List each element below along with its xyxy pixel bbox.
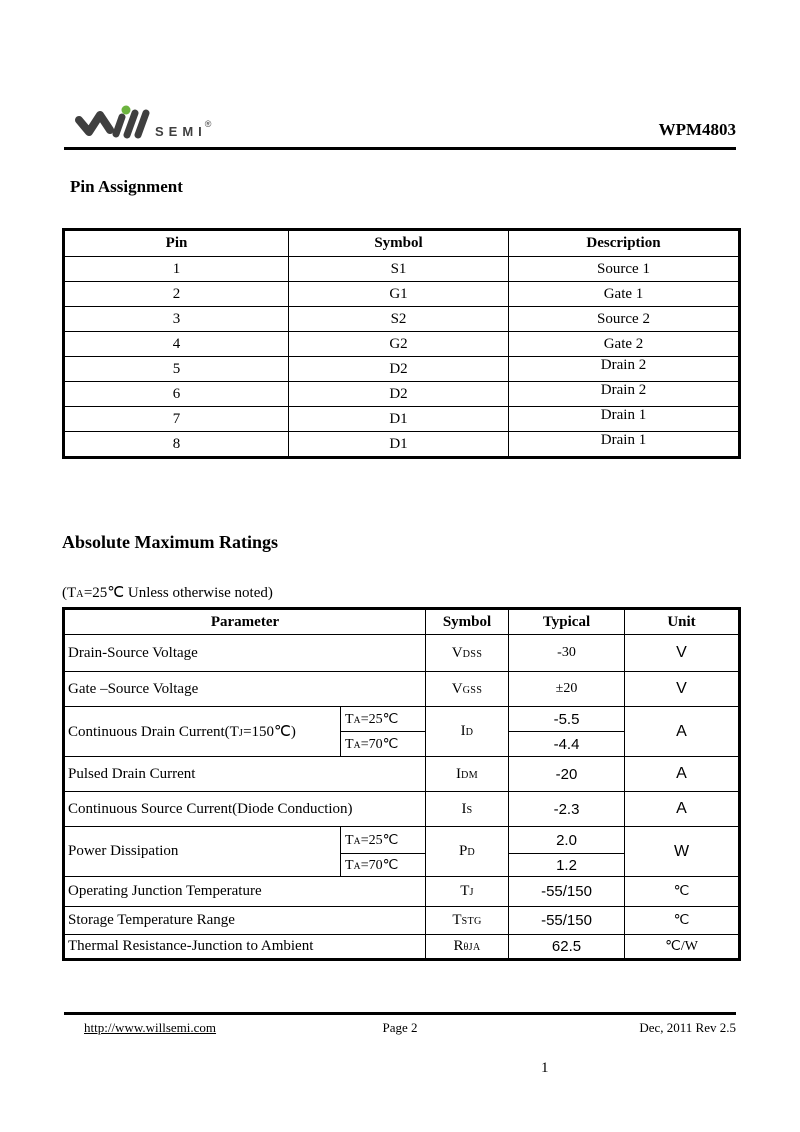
table-row: [64, 257, 740, 282]
absolute-maximum-ratings-table: [62, 607, 741, 961]
typical-cell: -55/150: [509, 877, 625, 907]
table-row: [64, 907, 740, 935]
parameter-cell: Drain-Source Voltage: [64, 635, 426, 672]
description-cell: Drain 1: [509, 407, 740, 432]
header-rule: [64, 147, 736, 150]
parameter-column-header: Parameter: [64, 609, 426, 635]
typical-cell: 2.0: [509, 827, 625, 854]
logo-brand-text: SEMI: [155, 124, 207, 139]
symbol-cell: VDSS: [426, 635, 509, 672]
unit-cell: A: [625, 757, 740, 792]
table-row: [64, 407, 740, 432]
symbol-column-header: Symbol: [426, 609, 509, 635]
pin-cell: 5: [64, 357, 289, 382]
symbol-cell: D2: [289, 382, 509, 407]
pin-assignment-title: Pin Assignment: [70, 177, 183, 196]
unit-cell: V: [625, 635, 740, 672]
amr-condition-note: (TA=25℃ Unless otherwise noted): [62, 585, 273, 601]
condition-cell: TA=70℃: [341, 854, 426, 877]
condition-cell: TA=25℃: [341, 707, 426, 732]
symbol-cell: IS: [426, 792, 509, 827]
typical-cell: 62.5: [509, 935, 625, 960]
symbol-cell: S2: [289, 307, 509, 332]
parameter-cell: Continuous Source Current(Diode Conduction): [64, 792, 426, 827]
pin-cell: 3: [64, 307, 289, 332]
description-cell: Source 1: [509, 257, 740, 282]
unit-cell: ℃/W: [625, 935, 740, 960]
willsemi-logo: [74, 103, 213, 145]
pin-cell: 2: [64, 282, 289, 307]
parameter-cell: Pulsed Drain Current: [64, 757, 426, 792]
description-cell: Gate 2: [509, 332, 740, 357]
typical-cell: -30: [509, 635, 625, 672]
symbol-column-header: Symbol: [289, 230, 509, 257]
registered-trademark-icon: ®: [204, 119, 212, 129]
parameter-cell: Continuous Drain Current(TJ=150℃): [64, 707, 341, 757]
typical-cell: -20: [509, 757, 625, 792]
unit-cell: ℃: [625, 907, 740, 935]
description-column-header: Description: [509, 230, 740, 257]
symbol-cell: G1: [289, 282, 509, 307]
unit-cell: A: [625, 792, 740, 827]
typical-cell: -5.5: [509, 707, 625, 732]
pin-cell: 1: [64, 257, 289, 282]
footer-revision: Dec, 2011 Rev 2.5: [639, 1020, 736, 1035]
pin-cell: 8: [64, 432, 289, 458]
typical-column-header: Typical: [509, 609, 625, 635]
table-row: [64, 635, 740, 672]
parameter-cell: Power Dissipation: [64, 827, 341, 877]
symbol-cell: D1: [289, 407, 509, 432]
amr-header-row: [64, 609, 740, 635]
table-row: [64, 757, 740, 792]
amr-title: Absolute Maximum Ratings: [62, 532, 279, 552]
symbol-cell: D2: [289, 357, 509, 382]
symbol-cell: D1: [289, 432, 509, 458]
parameter-cell: Operating Junction Temperature: [64, 877, 426, 907]
table-row: [64, 707, 740, 732]
unit-column-header: Unit: [625, 609, 740, 635]
pin-column-header: Pin: [64, 230, 289, 257]
footer-website-link[interactable]: http://www.willsemi.com: [84, 1020, 217, 1035]
condition-cell: TA=25℃: [341, 827, 426, 854]
symbol-cell: IDM: [426, 757, 509, 792]
table-row: [64, 672, 740, 707]
description-cell: Source 2: [509, 307, 740, 332]
logo-green-dot: [122, 106, 131, 115]
table-row: [64, 332, 740, 357]
description-cell: Drain 1: [509, 432, 740, 458]
pin-table-header-row: [64, 230, 740, 257]
description-cell: Gate 1: [509, 282, 740, 307]
typical-cell: -2.3: [509, 792, 625, 827]
unit-cell: W: [625, 827, 740, 877]
condition-cell: TA=70℃: [341, 732, 426, 757]
unit-cell: V: [625, 672, 740, 707]
symbol-cell: PD: [426, 827, 509, 877]
pin-cell: 6: [64, 382, 289, 407]
typical-cell: -55/150: [509, 907, 625, 935]
table-row: [64, 357, 740, 382]
symbol-cell: RθJA: [426, 935, 509, 960]
pin-cell: 7: [64, 407, 289, 432]
table-row: [64, 382, 740, 407]
pin-cell: 4: [64, 332, 289, 357]
typical-cell: -4.4: [509, 732, 625, 757]
table-row: [64, 282, 740, 307]
symbol-cell: S1: [289, 257, 509, 282]
description-cell: Drain 2: [509, 382, 740, 407]
footer-page-label: Page 2: [382, 1020, 418, 1035]
willsemi-logo-mark: [74, 103, 152, 145]
symbol-cell: TJ: [426, 877, 509, 907]
unit-cell: ℃: [625, 877, 740, 907]
symbol-cell: VGSS: [426, 672, 509, 707]
page-number: 1: [541, 1060, 549, 1076]
table-row: [64, 307, 740, 332]
table-row: [64, 935, 740, 960]
parameter-cell: Storage Temperature Range: [64, 907, 426, 935]
table-row: [64, 792, 740, 827]
symbol-cell: ID: [426, 707, 509, 757]
footer-rule: [64, 1012, 736, 1015]
symbol-cell: TSTG: [426, 907, 509, 935]
description-cell: Drain 2: [509, 357, 740, 382]
typical-cell: ±20: [509, 672, 625, 707]
part-number: WPM4803: [658, 120, 736, 139]
symbol-cell: G2: [289, 332, 509, 357]
pin-assignment-table: [62, 228, 741, 459]
parameter-cell: Thermal Resistance-Junction to Ambient: [64, 935, 426, 960]
parameter-cell: Gate –Source Voltage: [64, 672, 426, 707]
table-row: [64, 877, 740, 907]
typical-cell: 1.2: [509, 854, 625, 877]
unit-cell: A: [625, 707, 740, 757]
table-row: [64, 432, 740, 458]
table-row: [64, 827, 740, 854]
